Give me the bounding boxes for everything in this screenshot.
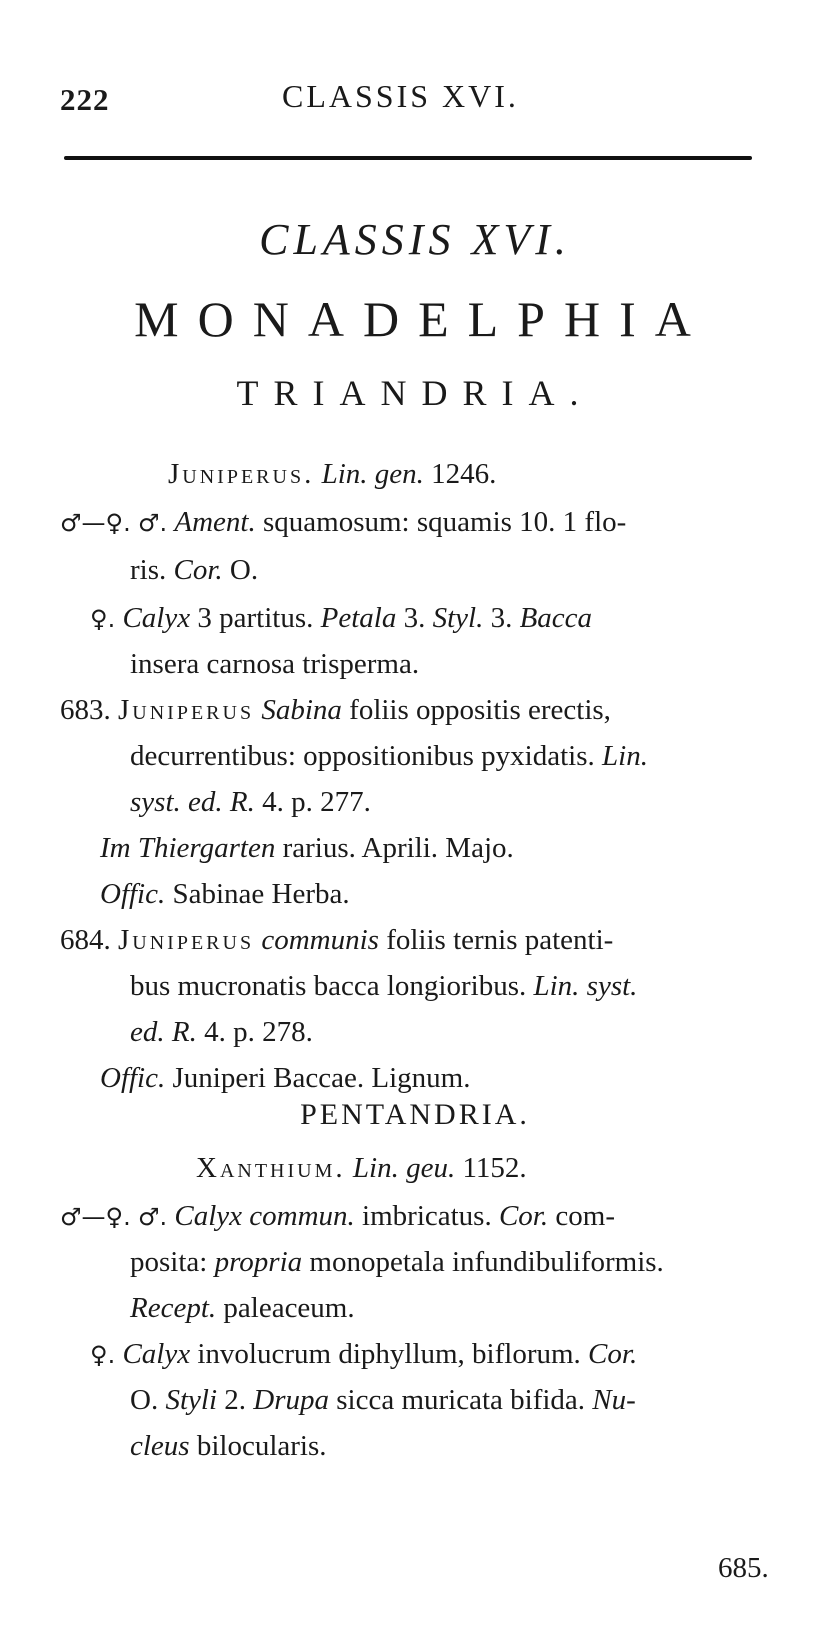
text: 3 partitus. — [197, 602, 314, 634]
reference: Lin. — [602, 740, 648, 772]
heading-order-triandria: TRIANDRIA. — [236, 373, 594, 413]
genus-character-line — [130, 1384, 636, 1417]
genus-ref-number: 1152. — [462, 1152, 527, 1184]
locality: Im Thiergarten — [100, 832, 276, 864]
female-symbol: ♀. — [90, 1341, 116, 1369]
genus-character-line — [60, 506, 626, 539]
text: ris. — [130, 554, 167, 586]
term: cleus — [130, 1430, 190, 1462]
reference: 4. p. 277. — [262, 786, 371, 818]
genus-character-line — [60, 1200, 615, 1233]
term: Cor. — [173, 554, 223, 586]
term: Nu- — [592, 1384, 636, 1416]
page-number: 222 — [60, 82, 110, 117]
genus-ref: geu. — [406, 1152, 456, 1184]
male-female-symbol: ♂—♀. — [60, 1203, 131, 1231]
heading-classis: CLASSIS XVI. — [259, 215, 571, 264]
genus-ref: Lin. — [321, 458, 368, 490]
text: squamosum: squamis 10. 1 flo- — [262, 506, 627, 538]
reference: 4. p. 278. — [204, 1016, 313, 1048]
text: involucrum diphyllum, biflorum. — [197, 1338, 581, 1370]
species-683-line — [130, 786, 371, 819]
reference: syst. ed. — [130, 786, 223, 818]
term: Cor. — [588, 1338, 638, 1370]
text: O. — [130, 1384, 159, 1416]
genus-name: Xanthium. — [196, 1152, 346, 1184]
reference: ed. — [130, 1016, 165, 1048]
species-genus: Juniperus — [118, 694, 255, 726]
genus-character-line — [130, 1246, 664, 1279]
text: paleaceum. — [223, 1292, 355, 1324]
term: Drupa — [253, 1384, 329, 1416]
text: 3. — [403, 602, 426, 634]
term: Calyx — [122, 1338, 191, 1370]
offic-label: Offic. — [100, 878, 166, 910]
text: foliis oppositis erectis, — [349, 694, 611, 726]
species-genus: Juniperus — [118, 924, 255, 956]
genus-character-line — [130, 1292, 355, 1325]
text: posita: — [130, 1246, 208, 1278]
species-683-line — [60, 694, 611, 727]
text: monopetala infundibuliformis. — [309, 1246, 664, 1278]
text: O. — [229, 554, 259, 586]
genus-ref: Lin. — [352, 1152, 399, 1184]
term: propria — [214, 1246, 303, 1278]
text: rarius. Aprili. Majo. — [282, 832, 514, 864]
genus-character-line — [90, 602, 592, 635]
offic-label: Offic. — [100, 1062, 166, 1094]
reference: R. — [171, 1016, 197, 1048]
term: Bacca — [519, 602, 593, 634]
catchword: 685. — [718, 1552, 769, 1584]
species-epithet: communis — [261, 924, 379, 956]
genus-character-line — [130, 554, 258, 587]
text: 2. — [224, 1384, 246, 1416]
header-rule — [64, 156, 752, 160]
species-number: 683. — [60, 694, 111, 726]
term: Styli — [165, 1384, 217, 1416]
text: sicca muricata bifida. — [336, 1384, 586, 1416]
term: Recept. — [130, 1292, 217, 1324]
female-symbol: ♀. — [90, 605, 116, 633]
term: Cor. — [498, 1200, 549, 1232]
text: 3. — [490, 602, 513, 634]
term: Styl. — [432, 602, 484, 634]
genus-name: Juniperus. — [168, 458, 315, 490]
text: Sabinae Herba. — [172, 878, 350, 910]
genus-juniperus-heading — [168, 458, 496, 491]
species-number: 684. — [60, 924, 111, 956]
genus-character-line — [130, 1430, 327, 1463]
species-683-locality — [100, 832, 514, 865]
reference: Lin. syst. — [533, 970, 638, 1002]
genus-ref: gen. — [374, 458, 424, 490]
species-683-offic — [100, 878, 350, 911]
genus-ref-number: 1246. — [431, 458, 497, 490]
term: Ament. — [174, 506, 256, 538]
text: imbricatus. — [362, 1200, 492, 1232]
text: bilocularis. — [196, 1430, 327, 1462]
male-symbol: ♂. — [137, 1203, 168, 1231]
species-684-line — [130, 1016, 313, 1049]
reference: R. — [229, 786, 255, 818]
genus-character-line — [90, 1338, 637, 1371]
species-684-line — [60, 924, 613, 957]
text: bus mucronatis bacca longioribus. — [130, 970, 527, 1002]
term: Petala — [320, 602, 397, 634]
species-epithet: Sabina — [261, 694, 342, 726]
genus-character-line — [130, 648, 419, 681]
text: insera carnosa trisperma. — [130, 648, 420, 680]
text: Juniperi Baccae. Lignum. — [172, 1062, 471, 1094]
male-female-symbol: ♂—♀. — [60, 509, 131, 537]
term: Calyx — [122, 602, 191, 634]
text: com- — [555, 1200, 615, 1232]
species-684-line — [130, 970, 637, 1003]
male-symbol: ♂. — [137, 509, 168, 537]
text: decurrentibus: oppositionibus pyxidatis. — [130, 740, 595, 772]
species-683-line — [130, 740, 648, 773]
text: foliis ternis patenti- — [386, 924, 614, 956]
species-684-offic — [100, 1062, 470, 1095]
heading-order-pentandria: PENTANDRIA. — [300, 1098, 530, 1131]
genus-xanthium-heading — [196, 1152, 527, 1185]
term: Calyx commun. — [174, 1200, 355, 1232]
running-head: CLASSIS XVI. — [282, 78, 519, 114]
heading-class-name: MONADELPHIA — [134, 291, 710, 347]
